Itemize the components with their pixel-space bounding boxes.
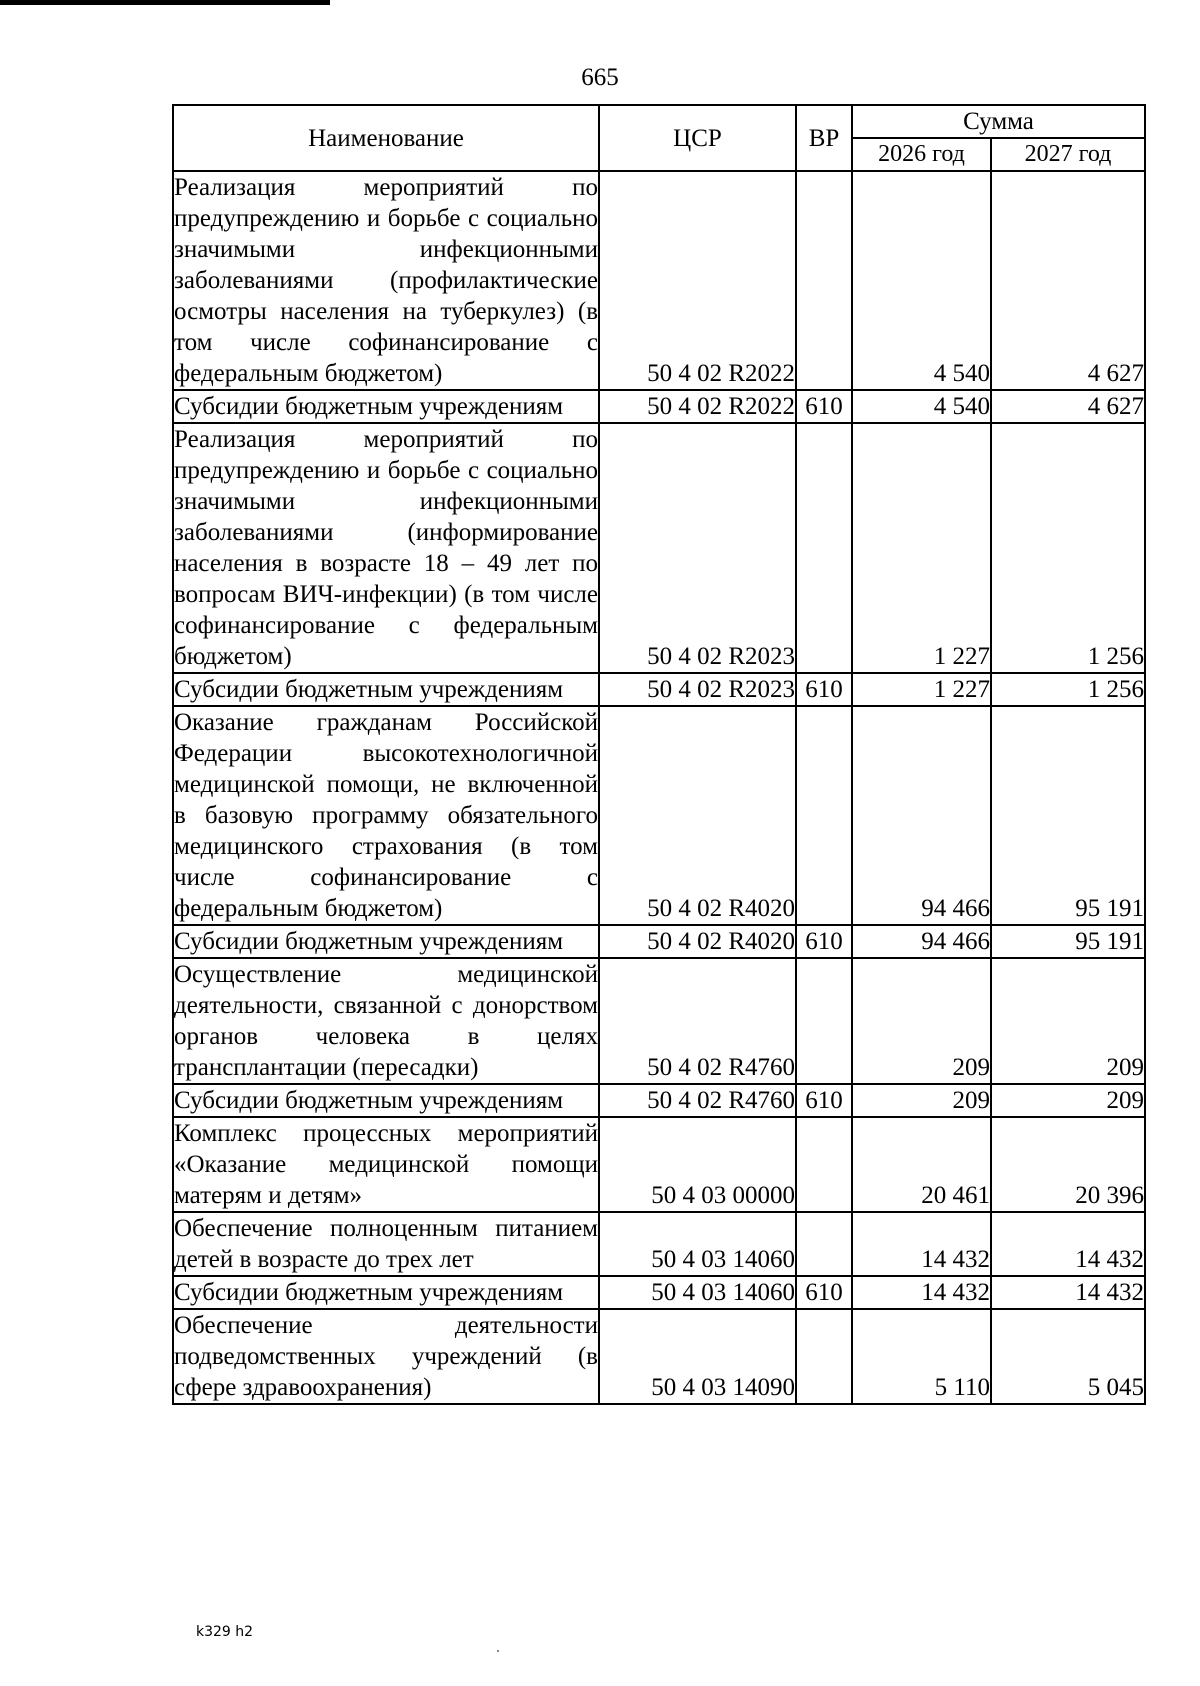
row-name: Субсидии бюджетным учреждениям xyxy=(173,1276,599,1309)
row-sum-2027: 14 432 xyxy=(991,1276,1145,1309)
row-sum-2026: 4 540 xyxy=(852,390,991,423)
row-sum-2026: 209 xyxy=(852,958,991,1084)
row-vr: 610 xyxy=(796,673,852,706)
row-vr: 610 xyxy=(796,1084,852,1117)
row-name: Осуществление медицинской деятельности, связанной с донорством органов человека в целях трансплантации (пересадки) xyxy=(173,958,599,1084)
row-sum-2027: 14 432 xyxy=(991,1212,1145,1276)
row-vr: 610 xyxy=(796,390,852,423)
table-row xyxy=(173,1117,1145,1212)
row-vr xyxy=(796,423,852,673)
header-sum: Сумма xyxy=(852,105,1145,138)
table-row xyxy=(173,1212,1145,1276)
row-sum-2027: 1 256 xyxy=(991,673,1145,706)
table-row xyxy=(173,171,1145,390)
row-csr: 50 4 02 R4020 xyxy=(599,925,796,958)
row-sum-2027: 4 627 xyxy=(991,390,1145,423)
row-vr: 610 xyxy=(796,1276,852,1309)
table-row xyxy=(173,958,1145,1084)
row-vr xyxy=(796,958,852,1084)
table-body xyxy=(173,171,1145,1404)
row-sum-2026: 209 xyxy=(852,1084,991,1117)
row-csr: 50 4 03 14060 xyxy=(599,1276,796,1309)
table-row xyxy=(173,673,1145,706)
row-sum-2027: 209 xyxy=(991,1084,1145,1117)
row-sum-2027: 1 256 xyxy=(991,423,1145,673)
row-sum-2027: 4 627 xyxy=(991,171,1145,390)
row-name: Субсидии бюджетным учреждениям xyxy=(173,925,599,958)
header-year-2026: 2026 год xyxy=(852,138,991,171)
row-name: Субсидии бюджетным учреждениям xyxy=(173,390,599,423)
row-sum-2027: 20 396 xyxy=(991,1117,1145,1212)
row-csr: 50 4 02 R4760 xyxy=(599,1084,796,1117)
row-csr: 50 4 03 00000 xyxy=(599,1117,796,1212)
row-csr: 50 4 02 R4760 xyxy=(599,958,796,1084)
row-sum-2026: 94 466 xyxy=(852,706,991,925)
row-vr xyxy=(796,706,852,925)
table-row xyxy=(173,1084,1145,1117)
row-vr xyxy=(796,1117,852,1212)
row-name: Обеспечение деятельности подведомственных учреждений (в сфере здравоохранения) xyxy=(173,1309,599,1404)
table-header xyxy=(173,105,1145,171)
row-sum-2027: 95 191 xyxy=(991,706,1145,925)
table-row xyxy=(173,423,1145,673)
row-name: Оказание гражданам Российской Федерации высокотехнологичной медицинской помощи, не включенной в базовую программу обязательного медицинского страхования (в том числе софинансирование с федеральным бюджетом) xyxy=(173,706,599,925)
row-csr: 50 4 03 14060 xyxy=(599,1212,796,1276)
row-sum-2026: 20 461 xyxy=(852,1117,991,1212)
row-sum-2027: 5 045 xyxy=(991,1309,1145,1404)
row-vr xyxy=(796,171,852,390)
row-name: Обеспечение полноценным питанием детей в возрасте до трех лет xyxy=(173,1212,599,1276)
row-sum-2027: 95 191 xyxy=(991,925,1145,958)
table-row xyxy=(173,390,1145,423)
row-name: Комплекс процессных мероприятий «Оказание медицинской помощи матерям и детям» xyxy=(173,1117,599,1212)
row-vr xyxy=(796,1212,852,1276)
scan-speck xyxy=(497,1650,499,1652)
row-name: Реализация мероприятий по предупреждению и борьбе с социально значимыми инфекционными заболеваниями (профилактические осмотры населения на туберкулез) (в том числе софинансирование с федеральным бюджетом) xyxy=(173,171,599,390)
row-sum-2026: 5 110 xyxy=(852,1309,991,1404)
row-csr: 50 4 02 R2022 xyxy=(599,171,796,390)
row-csr: 50 4 02 R2022 xyxy=(599,390,796,423)
row-sum-2027: 209 xyxy=(991,958,1145,1084)
header-vr: ВР xyxy=(796,105,852,171)
row-sum-2026: 1 227 xyxy=(852,423,991,673)
top-rule xyxy=(0,0,330,5)
table-row xyxy=(173,1309,1145,1404)
footer-code: k329 h2 xyxy=(196,1624,254,1640)
row-sum-2026: 4 540 xyxy=(852,171,991,390)
page-number: 665 xyxy=(581,64,619,91)
header-year-2027: 2027 год xyxy=(991,138,1145,171)
row-sum-2026: 14 432 xyxy=(852,1212,991,1276)
row-vr: 610 xyxy=(796,925,852,958)
row-vr xyxy=(796,1309,852,1404)
table-row xyxy=(173,925,1145,958)
table-row xyxy=(173,706,1145,925)
row-csr: 50 4 03 14090 xyxy=(599,1309,796,1404)
row-csr: 50 4 02 R4020 xyxy=(599,706,796,925)
row-sum-2026: 94 466 xyxy=(852,925,991,958)
row-name: Реализация мероприятий по предупреждению и борьбе с социально значимыми инфекционными заболеваниями (информирование населения в возрасте 18 – 49 лет по вопросам ВИЧ-инфекции) (в том числе софинансирование с федеральным бюджетом) xyxy=(173,423,599,673)
table-row xyxy=(173,1276,1145,1309)
header-name: Наименование xyxy=(173,105,599,171)
row-csr: 50 4 02 R2023 xyxy=(599,673,796,706)
row-sum-2026: 14 432 xyxy=(852,1276,991,1309)
row-csr: 50 4 02 R2023 xyxy=(599,423,796,673)
row-sum-2026: 1 227 xyxy=(852,673,991,706)
budget-table xyxy=(172,104,1146,1405)
header-csr: ЦСР xyxy=(599,105,796,171)
row-name: Субсидии бюджетным учреждениям xyxy=(173,1084,599,1117)
row-name: Субсидии бюджетным учреждениям xyxy=(173,673,599,706)
